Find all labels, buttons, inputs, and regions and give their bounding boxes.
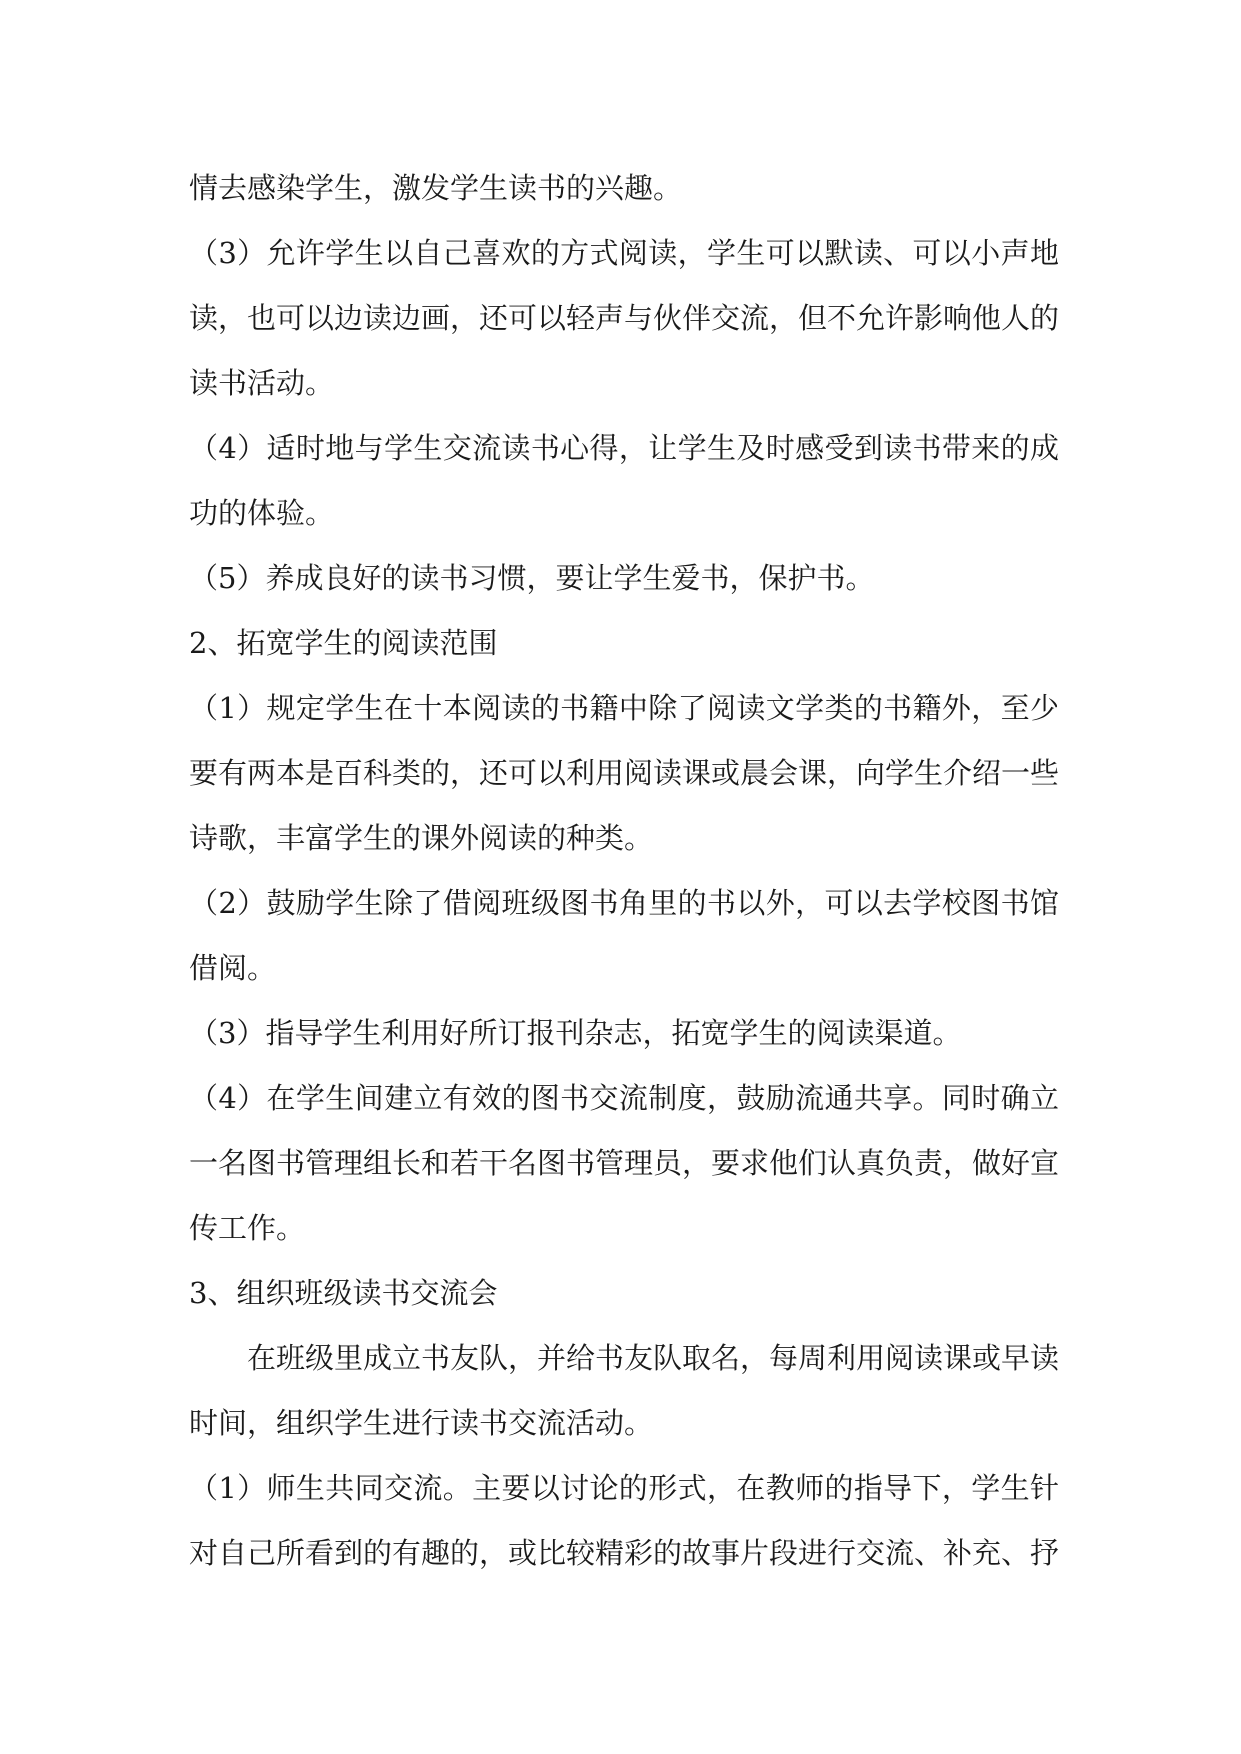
text-line: 传工作。	[189, 1211, 306, 1245]
list-item-1: （1）师生共同交流。主要以讨论的形式，在教师的指导下，学生针	[189, 1471, 1059, 1505]
text-line: 读，也可以边读边画，还可以轻声与伙伴交流，但不允许影响他人的	[189, 301, 1059, 335]
list-item-3: （3）指导学生利用好所订报刊杂志，拓宽学生的阅读渠道。	[189, 1016, 962, 1050]
section-heading-2: 2、拓宽学生的阅读范围	[189, 626, 498, 660]
text-line: 借阅。	[189, 951, 277, 985]
list-item-4: （4）在学生间建立有效的图书交流制度，鼓励流通共享。同时确立	[189, 1081, 1059, 1115]
text-line: 对自己所看到的有趣的，或比较精彩的故事片段进行交流、补充、抒	[189, 1536, 1059, 1570]
text-line: 读书活动。	[189, 366, 335, 400]
text-line: 一名图书管理组长和若干名图书管理员，要求他们认真负责，做好宣	[189, 1146, 1059, 1180]
document-body	[189, 156, 1059, 1586]
text-line: 情去感染学生，激发学生读书的兴趣。	[189, 171, 683, 205]
paragraph-indented: 在班级里成立书友队，并给书友队取名，每周利用阅读课或早读	[247, 1341, 1059, 1375]
list-item-1: （1）规定学生在十本阅读的书籍中除了阅读文学类的书籍外，至少	[189, 691, 1059, 725]
text-line: 诗歌，丰富学生的课外阅读的种类。	[189, 821, 654, 855]
list-item-3: （3）允许学生以自己喜欢的方式阅读，学生可以默读、可以小声地	[189, 236, 1059, 270]
section-heading-3: 3、组织班级读书交流会	[189, 1276, 498, 1310]
list-item-2: （2）鼓励学生除了借阅班级图书角里的书以外，可以去学校图书馆	[189, 886, 1059, 920]
text-line: 要有两本是百科类的，还可以利用阅读课或晨会课，向学生介绍一些	[189, 756, 1059, 790]
text-line: 时间，组织学生进行读书交流活动。	[189, 1406, 654, 1440]
list-item-4: （4）适时地与学生交流读书心得，让学生及时感受到读书带来的成	[189, 431, 1059, 465]
list-item-5: （5）养成良好的读书习惯，要让学生爱书，保护书。	[189, 561, 875, 595]
text-line: 功的体验。	[189, 496, 335, 530]
